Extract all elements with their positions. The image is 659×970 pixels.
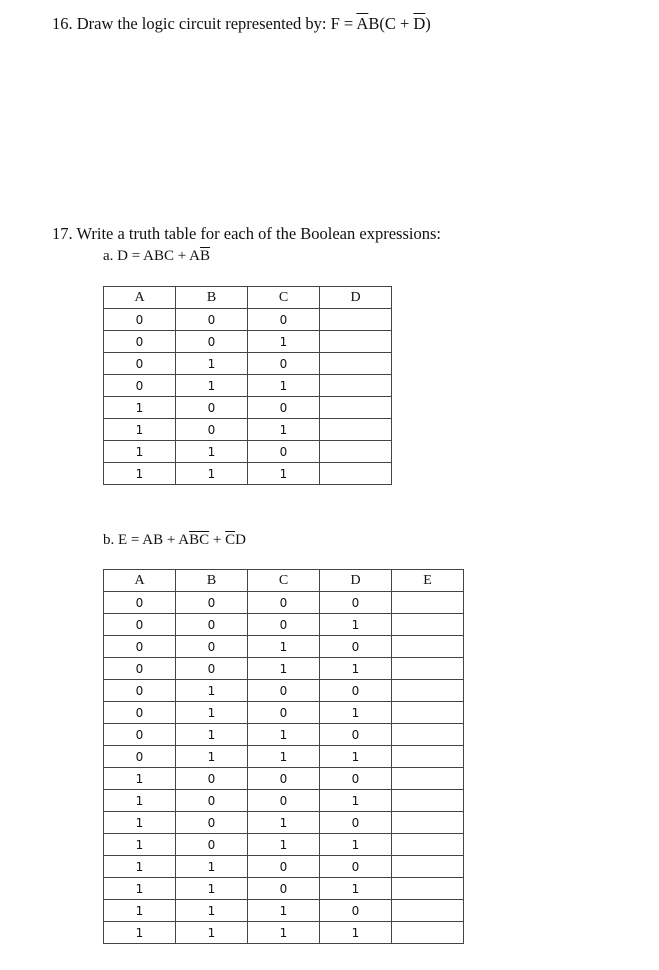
table-row bbox=[104, 614, 464, 636]
truth-table-b-cell-e bbox=[392, 724, 464, 746]
truth-table-a-cell-b: 0 bbox=[176, 419, 248, 441]
table-row bbox=[104, 900, 464, 922]
table-row bbox=[104, 592, 464, 614]
truth-table-b-cell-c: 1 bbox=[248, 900, 320, 922]
truth-table-a-cell-b: 1 bbox=[176, 463, 248, 485]
truth-table-b-cell-e bbox=[392, 592, 464, 614]
truth-table-b-cell-a: 0 bbox=[104, 680, 176, 702]
table-row bbox=[104, 746, 464, 768]
truth-table-b-header bbox=[104, 570, 464, 592]
question-17b-expression bbox=[103, 532, 246, 549]
question-17b-overbar-c: $\overline{C}$ bbox=[225, 532, 236, 548]
truth-table-a-cell-c: 0 bbox=[248, 397, 320, 419]
table-row bbox=[104, 397, 392, 419]
table-row bbox=[104, 463, 392, 485]
truth-table-a-cell-c: 1 bbox=[248, 331, 320, 353]
truth-table-b-cell-b: 1 bbox=[176, 702, 248, 724]
question-16-overbar-d: $\overline{D}$ bbox=[413, 14, 426, 33]
table-row bbox=[104, 680, 464, 702]
question-17a-prefix: a. D = ABC + A bbox=[103, 248, 200, 264]
truth-table-a-header-c: C bbox=[248, 287, 320, 309]
truth-table-b-cell-b: 1 bbox=[176, 680, 248, 702]
truth-table-b-cell-a: 0 bbox=[104, 746, 176, 768]
truth-table-b-cell-b: 1 bbox=[176, 878, 248, 900]
truth-table-b-cell-d: 0 bbox=[320, 900, 392, 922]
truth-table-b-cell-e bbox=[392, 856, 464, 878]
truth-table-b-cell-b: 1 bbox=[176, 922, 248, 944]
question-17b-prefix: b. E = AB + A bbox=[103, 532, 190, 548]
truth-table-b-cell-e bbox=[392, 768, 464, 790]
question-17: 17. Write a truth table for each of the Boolean expressions: bbox=[52, 224, 441, 243]
truth-table-a-cell-a: 0 bbox=[104, 375, 176, 397]
truth-table-b-cell-c: 0 bbox=[248, 680, 320, 702]
table-row bbox=[104, 724, 464, 746]
table-row bbox=[104, 331, 392, 353]
truth-table-b-cell-a: 1 bbox=[104, 812, 176, 834]
truth-table-a-cell-c: 0 bbox=[248, 441, 320, 463]
truth-table-b-cell-d: 0 bbox=[320, 812, 392, 834]
truth-table-b-cell-e bbox=[392, 878, 464, 900]
truth-table-a-cell-c: 1 bbox=[248, 463, 320, 485]
truth-table-b bbox=[103, 569, 464, 944]
truth-table-a-cell-d bbox=[320, 441, 392, 463]
truth-table-a-header-a: A bbox=[104, 287, 176, 309]
truth-table-b-cell-a: 1 bbox=[104, 878, 176, 900]
table-row bbox=[104, 812, 464, 834]
truth-table-b-cell-e bbox=[392, 922, 464, 944]
truth-table-a-cell-c: 1 bbox=[248, 375, 320, 397]
truth-table-b-cell-e bbox=[392, 614, 464, 636]
truth-table-a-body bbox=[104, 309, 392, 485]
table-row bbox=[104, 922, 464, 944]
question-17b-mid: + bbox=[209, 532, 226, 548]
truth-table-b-cell-b: 0 bbox=[176, 592, 248, 614]
truth-table-b-cell-d: 1 bbox=[320, 702, 392, 724]
truth-table-b-cell-d: 1 bbox=[320, 746, 392, 768]
truth-table-b-cell-a: 1 bbox=[104, 900, 176, 922]
question-17a-expression bbox=[103, 248, 210, 265]
truth-table-b-cell-c: 1 bbox=[248, 922, 320, 944]
question-16 bbox=[52, 14, 431, 34]
truth-table-b-cell-d: 0 bbox=[320, 724, 392, 746]
truth-table-b-cell-b: 1 bbox=[176, 724, 248, 746]
truth-table-b-cell-a: 0 bbox=[104, 592, 176, 614]
truth-table-b-cell-e bbox=[392, 834, 464, 856]
truth-table-a-cell-c: 1 bbox=[248, 419, 320, 441]
truth-table-b-cell-b: 0 bbox=[176, 834, 248, 856]
truth-table-a-cell-c: 0 bbox=[248, 353, 320, 375]
truth-table-a-cell-d bbox=[320, 309, 392, 331]
truth-table-a-header-d: D bbox=[320, 287, 392, 309]
truth-table-a-cell-a: 1 bbox=[104, 419, 176, 441]
truth-table-a-cell-a: 1 bbox=[104, 441, 176, 463]
truth-table-b-header-c: C bbox=[248, 570, 320, 592]
truth-table-b-cell-c: 1 bbox=[248, 834, 320, 856]
table-row bbox=[104, 834, 464, 856]
truth-table-b-cell-a: 1 bbox=[104, 790, 176, 812]
truth-table-b-cell-d: 0 bbox=[320, 592, 392, 614]
truth-table-b-header-b: B bbox=[176, 570, 248, 592]
truth-table-a-cell-d bbox=[320, 463, 392, 485]
table-row bbox=[104, 790, 464, 812]
table-row bbox=[104, 768, 464, 790]
truth-table-b-cell-e bbox=[392, 658, 464, 680]
question-17b-suffix: D bbox=[235, 532, 246, 548]
truth-table-a-header-b: B bbox=[176, 287, 248, 309]
table-row bbox=[104, 658, 464, 680]
table-row bbox=[104, 856, 464, 878]
truth-table-b-header-e: E bbox=[392, 570, 464, 592]
truth-table-b-cell-c: 0 bbox=[248, 614, 320, 636]
question-17b-overbar-bc: $\overline{BC}$ bbox=[189, 532, 210, 548]
truth-table-b-cell-e bbox=[392, 702, 464, 724]
truth-table-a-cell-c: 0 bbox=[248, 309, 320, 331]
truth-table-b-cell-e bbox=[392, 636, 464, 658]
truth-table-b-cell-d: 1 bbox=[320, 658, 392, 680]
truth-table-b-cell-a: 1 bbox=[104, 856, 176, 878]
truth-table-b-cell-c: 0 bbox=[248, 878, 320, 900]
table-row bbox=[104, 309, 392, 331]
truth-table-b-cell-c: 1 bbox=[248, 746, 320, 768]
table-row bbox=[104, 375, 392, 397]
truth-table-b-cell-a: 0 bbox=[104, 724, 176, 746]
truth-table-b-cell-d: 1 bbox=[320, 614, 392, 636]
truth-table-b-cell-a: 0 bbox=[104, 636, 176, 658]
truth-table-b-header-a: A bbox=[104, 570, 176, 592]
truth-table-b-cell-a: 0 bbox=[104, 658, 176, 680]
truth-table-b-cell-d: 1 bbox=[320, 834, 392, 856]
truth-table-b-cell-e bbox=[392, 680, 464, 702]
truth-table-b-cell-c: 0 bbox=[248, 592, 320, 614]
truth-table-b-cell-c: 1 bbox=[248, 658, 320, 680]
truth-table-a-cell-a: 0 bbox=[104, 331, 176, 353]
truth-table-a-cell-d bbox=[320, 375, 392, 397]
question-16-overbar-a: $\overline{A}$ bbox=[356, 14, 369, 33]
truth-table-b-cell-d: 0 bbox=[320, 856, 392, 878]
truth-table-b-cell-a: 0 bbox=[104, 614, 176, 636]
truth-table-b-cell-e bbox=[392, 900, 464, 922]
truth-table-b-cell-b: 0 bbox=[176, 614, 248, 636]
question-16-mid: B(C + bbox=[368, 14, 414, 33]
truth-table-a-cell-d bbox=[320, 331, 392, 353]
truth-table-b-cell-b: 0 bbox=[176, 768, 248, 790]
truth-table-a-cell-d bbox=[320, 353, 392, 375]
truth-table-a-cell-b: 1 bbox=[176, 353, 248, 375]
truth-table-b-cell-c: 0 bbox=[248, 768, 320, 790]
truth-table-b-cell-d: 0 bbox=[320, 680, 392, 702]
truth-table-b-header-d: D bbox=[320, 570, 392, 592]
truth-table-a-cell-b: 0 bbox=[176, 309, 248, 331]
truth-table-b-cell-c: 1 bbox=[248, 636, 320, 658]
truth-table-b-cell-a: 1 bbox=[104, 834, 176, 856]
truth-table-b-cell-c: 0 bbox=[248, 856, 320, 878]
truth-table-a-cell-a: 0 bbox=[104, 309, 176, 331]
truth-table-b-cell-b: 0 bbox=[176, 790, 248, 812]
truth-table-b-cell-b: 0 bbox=[176, 658, 248, 680]
truth-table-b-body bbox=[104, 592, 464, 944]
truth-table-a-header bbox=[104, 287, 392, 309]
truth-table-b-cell-d: 0 bbox=[320, 768, 392, 790]
truth-table-b-cell-b: 0 bbox=[176, 812, 248, 834]
table-row bbox=[104, 441, 392, 463]
truth-table-a-cell-b: 1 bbox=[176, 441, 248, 463]
table-row bbox=[104, 636, 464, 658]
truth-table-a-cell-a: 0 bbox=[104, 353, 176, 375]
truth-table-a-cell-b: 1 bbox=[176, 375, 248, 397]
truth-table-b-cell-c: 0 bbox=[248, 790, 320, 812]
question-17a-overbar: $\overline{B}$ bbox=[199, 248, 210, 264]
truth-table-a-cell-b: 0 bbox=[176, 331, 248, 353]
truth-table-b-cell-b: 1 bbox=[176, 746, 248, 768]
truth-table-a bbox=[103, 286, 392, 485]
table-row bbox=[104, 878, 464, 900]
table-row bbox=[104, 702, 464, 724]
truth-table-a-cell-a: 1 bbox=[104, 397, 176, 419]
truth-table-b-cell-c: 0 bbox=[248, 702, 320, 724]
truth-table-b-cell-d: 1 bbox=[320, 878, 392, 900]
truth-table-a-cell-d bbox=[320, 397, 392, 419]
truth-table-b-cell-b: 1 bbox=[176, 900, 248, 922]
truth-table-a-cell-b: 0 bbox=[176, 397, 248, 419]
truth-table-b-cell-b: 0 bbox=[176, 636, 248, 658]
truth-table-b-cell-c: 1 bbox=[248, 724, 320, 746]
truth-table-b-cell-a: 1 bbox=[104, 922, 176, 944]
truth-table-a-cell-d bbox=[320, 419, 392, 441]
truth-table-b-cell-c: 1 bbox=[248, 812, 320, 834]
table-row bbox=[104, 419, 392, 441]
truth-table-b-cell-d: 1 bbox=[320, 922, 392, 944]
truth-table-b-cell-b: 1 bbox=[176, 856, 248, 878]
table-row bbox=[104, 353, 392, 375]
truth-table-b-cell-a: 0 bbox=[104, 702, 176, 724]
question-16-suffix: ) bbox=[425, 14, 431, 33]
truth-table-b-cell-d: 1 bbox=[320, 790, 392, 812]
truth-table-b-cell-d: 0 bbox=[320, 636, 392, 658]
truth-table-b-cell-e bbox=[392, 746, 464, 768]
truth-table-b-cell-e bbox=[392, 790, 464, 812]
question-16-prefix: 16. Draw the logic circuit represented by: F = bbox=[52, 14, 357, 33]
truth-table-b-cell-e bbox=[392, 812, 464, 834]
truth-table-a-cell-a: 1 bbox=[104, 463, 176, 485]
truth-table-b-cell-a: 1 bbox=[104, 768, 176, 790]
